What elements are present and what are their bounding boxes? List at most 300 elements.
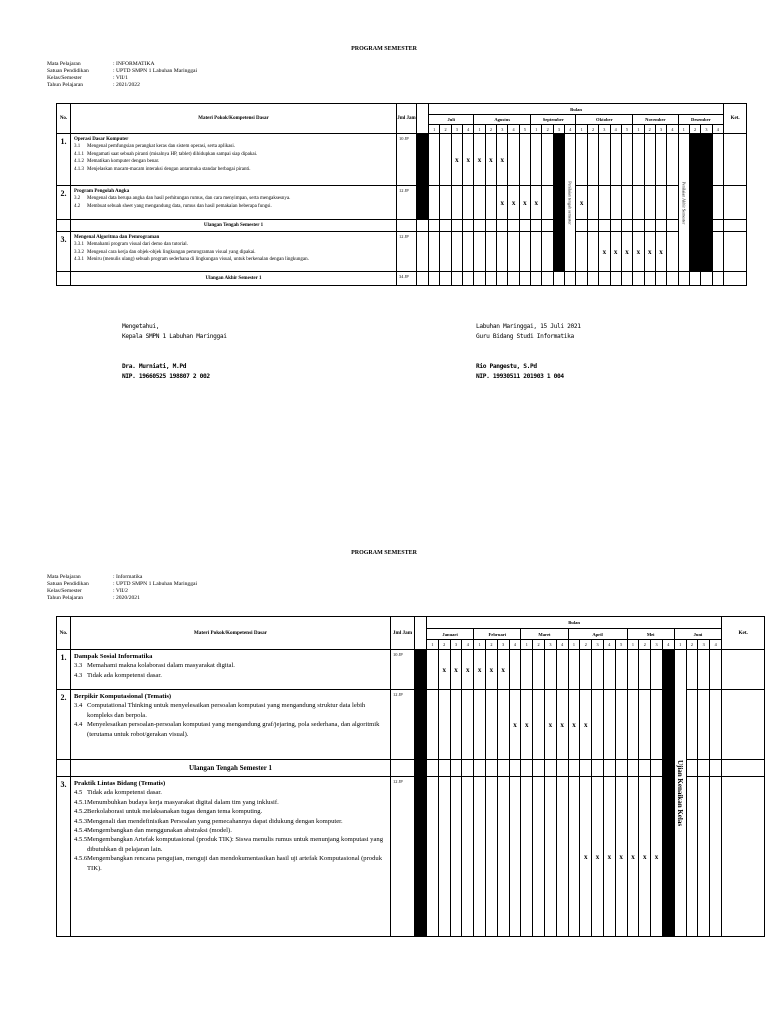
schedule-cell xyxy=(599,134,610,186)
week-number: 4 xyxy=(662,640,674,650)
schedule-cell xyxy=(497,232,508,272)
schedule-cell xyxy=(610,134,621,186)
week-number: 3 xyxy=(553,125,564,134)
schedule-cell: x xyxy=(519,186,530,220)
section-number-text: 1. xyxy=(60,137,67,146)
schedule-cell xyxy=(710,690,722,760)
kd-item xyxy=(74,158,393,165)
week-number: 3 xyxy=(599,125,610,134)
week-number: 2 xyxy=(533,640,545,650)
meta-key: Kelas/Semester xyxy=(47,588,82,594)
week-number: 5 xyxy=(621,125,632,134)
schedule-cell xyxy=(462,777,474,937)
schedule-cell xyxy=(655,186,666,220)
schedule-cell xyxy=(667,232,678,272)
sig-right-line2: Guru Bidang Studi Informatika xyxy=(476,333,574,340)
schedule-cell: x xyxy=(633,232,644,272)
schedule-cell xyxy=(553,134,564,186)
schedule-cell xyxy=(610,272,621,286)
uts-label: Ulangan Tengah Semester 1 xyxy=(71,760,391,777)
week-number: 1 xyxy=(521,640,533,650)
schedule-cell xyxy=(587,232,598,272)
schedule-cell xyxy=(474,186,485,220)
first-col-cell xyxy=(417,272,429,286)
schedule-cell xyxy=(542,186,553,220)
meta-key: Tahun Pelajaran xyxy=(47,595,84,601)
section-materi xyxy=(71,134,397,186)
schedule-cell xyxy=(556,760,568,777)
sig-left-nip: NIP. 19660525 198807 2 002 xyxy=(122,373,210,380)
schedule-cell xyxy=(712,220,724,232)
week-number: 3 xyxy=(655,125,666,134)
schedule-cell: x xyxy=(639,777,651,937)
schedule-cell: x xyxy=(509,690,521,760)
week-number: 3 xyxy=(544,640,556,650)
week-number: 4 xyxy=(565,125,576,134)
uas-jp: 34 JP xyxy=(397,272,417,286)
program-semester-table xyxy=(56,103,747,286)
uas-row xyxy=(57,272,747,286)
kd-item xyxy=(74,151,393,158)
section-number xyxy=(57,186,71,220)
section-number-text: 3. xyxy=(60,780,67,789)
schedule-cell: x xyxy=(644,232,655,272)
schedule-cell xyxy=(462,690,474,760)
kd-code: 4.1.2 xyxy=(74,159,84,165)
kd-text: Memahami makna kolaborasi dalam masyarakat digital. xyxy=(87,662,235,670)
schedule-cell xyxy=(556,650,568,690)
week-number: 2 xyxy=(686,640,698,650)
week-number: 4 xyxy=(556,640,568,650)
kd-text: Menyelesaikan persoalan-persoalan komputasi yang mengandung graf/jejaring, pola sederhana, dan algoritmik (terutama untuk robot/gerakan visual). xyxy=(87,721,380,738)
schedule-cell xyxy=(521,760,533,777)
section-jp: 12 JP xyxy=(397,232,417,272)
ket-cell xyxy=(724,134,747,186)
schedule-cell xyxy=(698,690,710,760)
uts-label: Ulangan Tengah Semester 1 xyxy=(71,220,397,232)
schedule-cell: x xyxy=(450,650,462,690)
col-header-jp: Jml Jam xyxy=(397,104,417,134)
schedule-cell xyxy=(440,232,451,272)
schedule-cell: x xyxy=(497,650,509,690)
section-number xyxy=(57,650,71,690)
month-header: Februari xyxy=(474,629,521,640)
schedule-cell xyxy=(627,760,639,777)
schedule-cell xyxy=(519,272,530,286)
meta-key: Mata Pelajaran xyxy=(47,61,81,67)
week-number: 2 xyxy=(587,125,598,134)
week-number: 4 xyxy=(610,125,621,134)
month-header: September xyxy=(531,115,576,125)
week-number: 1 xyxy=(678,125,689,134)
section-jp: 12 JP xyxy=(397,186,417,220)
doc-title: PROGRAM SEMESTER xyxy=(351,550,417,556)
section-number xyxy=(57,690,71,760)
week-number: 2 xyxy=(580,640,592,650)
week-number: 4 xyxy=(463,125,474,134)
section-materi xyxy=(71,650,391,690)
meta-value: : UPTD SMPN 1 Labuhan Maringgai xyxy=(113,581,198,587)
kd-item xyxy=(74,661,387,670)
kd-code: 4.4 xyxy=(74,721,83,729)
schedule-cell xyxy=(429,134,440,186)
section-jp: 12 JP xyxy=(391,777,415,937)
blank-cell xyxy=(57,220,71,232)
schedule-cell xyxy=(438,777,450,937)
kd-text: Mengembangkan dan menggunakan abstraksi (model). xyxy=(87,827,232,835)
week-number: 5 xyxy=(615,640,627,650)
week-number: 2 xyxy=(689,125,700,134)
schedule-cell xyxy=(701,232,712,272)
schedule-cell xyxy=(701,272,712,286)
kd-code: 4.3 xyxy=(74,671,83,679)
schedule-cell xyxy=(474,272,485,286)
first-col-cell xyxy=(417,134,429,186)
schedule-cell: x xyxy=(474,650,486,690)
schedule-cell xyxy=(678,272,689,286)
signature-right xyxy=(476,322,581,382)
schedule-cell xyxy=(450,690,462,760)
section-materi xyxy=(71,186,397,220)
section-number-text: 2. xyxy=(60,189,67,198)
vertical-note: Penilaian Akhir Semester xyxy=(681,181,687,224)
schedule-cell: x xyxy=(599,232,610,272)
schedule-cell: x xyxy=(615,777,627,937)
col-header-no: No. xyxy=(57,617,71,650)
ket-cell xyxy=(724,232,747,272)
schedule-cell xyxy=(451,220,462,232)
schedule-cell xyxy=(474,232,485,272)
schedule-cell: x xyxy=(462,650,474,690)
schedule-cell xyxy=(621,186,632,220)
schedule-cell xyxy=(533,777,545,937)
week-number: 3 xyxy=(451,125,462,134)
schedule-cell xyxy=(427,650,439,690)
schedule-cell xyxy=(531,232,542,272)
schedule-cell xyxy=(603,690,615,760)
schedule-cell xyxy=(615,690,627,760)
schedule-cell xyxy=(544,760,556,777)
section-jp: 10 JP xyxy=(397,134,417,186)
schedule-cell xyxy=(509,650,521,690)
week-number: 2 xyxy=(542,125,553,134)
sig-right-line1: Labuhan Maringgai, 15 Juli 2021 xyxy=(476,323,581,330)
schedule-cell xyxy=(627,690,639,760)
schedule-cell: x xyxy=(531,186,542,220)
section-number xyxy=(57,134,71,186)
week-number: 4 xyxy=(667,125,678,134)
schedule-cell xyxy=(509,760,521,777)
schedule-cell xyxy=(686,690,698,760)
schedule-cell: x xyxy=(627,777,639,937)
kd-item xyxy=(74,835,387,854)
schedule-cell xyxy=(698,650,710,690)
schedule-cell: x xyxy=(485,650,497,690)
schedule-cell xyxy=(592,650,604,690)
schedule-cell: x xyxy=(603,777,615,937)
schedule-cell: x xyxy=(568,690,580,760)
kd-item xyxy=(74,143,393,150)
sig-right-name: Rio Pangestu, S.Pd xyxy=(476,363,537,370)
signature-left xyxy=(122,322,227,382)
week-number: 1 xyxy=(674,640,686,650)
schedule-cell xyxy=(689,134,700,186)
table-row xyxy=(57,232,747,272)
schedule-cell xyxy=(556,777,568,937)
schedule-cell: x xyxy=(485,134,496,186)
schedule-cell xyxy=(474,220,485,232)
kd-text: Mematikan komputer dengan benar. xyxy=(87,159,160,165)
vertical-note: Ujian Kenaikan Kelas xyxy=(676,759,685,827)
schedule-cell xyxy=(667,134,678,186)
schedule-cell: x xyxy=(580,777,592,937)
col-header-jp: Jml Jam xyxy=(391,617,415,650)
schedule-cell xyxy=(544,650,556,690)
schedule-cell xyxy=(497,777,509,937)
week-number: 4 xyxy=(509,640,521,650)
ket-cell xyxy=(724,186,747,220)
schedule-cell xyxy=(474,777,486,937)
schedule-cell xyxy=(462,760,474,777)
week-number: 3 xyxy=(497,125,508,134)
kd-code: 3.4 xyxy=(74,702,83,710)
month-header: Januari xyxy=(427,629,474,640)
schedule-cell xyxy=(576,232,587,272)
week-number: 1 xyxy=(429,125,440,134)
schedule-cell xyxy=(587,186,598,220)
uts-row xyxy=(57,220,747,232)
schedule-cell xyxy=(463,232,474,272)
ket-cell xyxy=(722,777,765,937)
week-number: 2 xyxy=(438,640,450,650)
kd-text: Mengamati saat sebuah piranti (misalnya HP, tablet) dihidupkan sampai siap dipakai. xyxy=(87,151,258,157)
kd-text: Menjelaskan macam-macam interaksi dengan antarmuka standar berbagai piranti. xyxy=(87,166,251,172)
schedule-cell xyxy=(440,272,451,286)
schedule-cell xyxy=(485,186,496,220)
schedule-cell xyxy=(485,760,497,777)
meta-key: Kelas/Semester xyxy=(47,75,82,81)
schedule-cell xyxy=(553,220,564,232)
blank-cell xyxy=(397,220,417,232)
schedule-cell xyxy=(519,232,530,272)
schedule-cell xyxy=(451,186,462,220)
schedule-cell xyxy=(592,760,604,777)
meta-value: : UPTD SMPN 1 Labuhan Maringgai xyxy=(113,68,198,74)
schedule-cell xyxy=(531,220,542,232)
schedule-cell: x xyxy=(580,690,592,760)
kd-text: Mengenali dan mendefinisikan Persoalan yang pemecahannya dapat didukung dengan komputer. xyxy=(87,817,343,825)
kd-code: 3.2 xyxy=(74,196,81,202)
schedule-cell xyxy=(427,777,439,937)
schedule-cell xyxy=(429,220,440,232)
schedule-cell xyxy=(485,690,497,760)
meta-key: Satuan Pendidikan xyxy=(47,68,89,74)
kd-code: 4.3.1 xyxy=(74,257,84,263)
schedule-cell xyxy=(587,134,598,186)
schedule-cell xyxy=(463,220,474,232)
section-title: Berpikir Komputasional (Tematis) xyxy=(74,693,172,700)
schedule-cell xyxy=(497,690,509,760)
month-header: Mei xyxy=(627,629,674,640)
schedule-cell xyxy=(533,760,545,777)
schedule-cell xyxy=(712,186,724,220)
schedule-cell: x xyxy=(544,690,556,760)
schedule-cell xyxy=(519,134,530,186)
section-materi xyxy=(71,690,391,760)
week-number: 2 xyxy=(485,640,497,650)
section-title: Program Pengolah Angka xyxy=(74,189,130,194)
sig-right-nip: NIP. 19930511 201903 1 004 xyxy=(476,373,564,380)
uas-label: Ulangan Akhir Semester 1 xyxy=(71,272,397,286)
schedule-cell xyxy=(508,232,519,272)
blank-cell xyxy=(57,760,71,777)
schedule-cell xyxy=(440,220,451,232)
ket-cell xyxy=(722,760,765,777)
meta-key: Tahun Pelajaran xyxy=(47,82,84,88)
kd-item xyxy=(74,701,387,720)
meta-value: : VII/2 xyxy=(113,588,128,594)
schedule-cell xyxy=(712,272,724,286)
col-header-ket: Ket. xyxy=(724,104,747,134)
schedule-cell xyxy=(587,272,598,286)
schedule-cell xyxy=(450,760,462,777)
schedule-cell: x xyxy=(655,232,666,272)
schedule-cell xyxy=(429,186,440,220)
blank-cell xyxy=(417,104,429,134)
schedule-cell xyxy=(450,777,462,937)
week-number: 1 xyxy=(633,125,644,134)
doc-meta xyxy=(47,61,197,89)
schedule-cell xyxy=(651,690,663,760)
ket-cell xyxy=(722,690,765,760)
schedule-cell xyxy=(440,134,451,186)
schedule-cell xyxy=(599,186,610,220)
kd-text: Mengenal pemfungsian perangkat keras dan sistem operasi, serta aplikasi. xyxy=(87,144,236,150)
schedule-cell xyxy=(497,220,508,232)
schedule-cell xyxy=(553,186,564,220)
week-number: 2 xyxy=(644,125,655,134)
schedule-cell xyxy=(655,134,666,186)
schedule-cell xyxy=(485,272,496,286)
first-col-cell xyxy=(417,232,429,272)
kd-code: 4.5.6 xyxy=(74,855,88,863)
schedule-cell xyxy=(710,650,722,690)
schedule-cell xyxy=(474,690,486,760)
schedule-cell xyxy=(651,760,663,777)
schedule-cell xyxy=(621,272,632,286)
schedule-cell xyxy=(542,134,553,186)
schedule-cell xyxy=(667,272,678,286)
schedule-cell xyxy=(519,220,530,232)
schedule-cell xyxy=(542,220,553,232)
week-number: 3 xyxy=(701,125,712,134)
kd-text: Mengenal cara kerja dan objek-objek lingkungan pemrograman visual yang dipakai. xyxy=(87,249,256,255)
schedule-cell xyxy=(599,220,610,232)
schedule-cell xyxy=(451,272,462,286)
schedule-cell xyxy=(463,186,474,220)
schedule-cell xyxy=(615,650,627,690)
schedule-cell xyxy=(689,186,700,220)
sig-left-line1: Mengetahui, xyxy=(122,323,160,330)
schedule-cell xyxy=(531,134,542,186)
schedule-cell xyxy=(576,272,587,286)
schedule-cell: x xyxy=(610,232,621,272)
kd-text: Mengenal data berupa angka dan hasil perhitungan rumus, dan cara menyimpan, serta mengaksesnya. xyxy=(87,196,291,202)
section-title: Praktik Lintas Bidang (Tematis) xyxy=(74,780,166,787)
vertical-note: Penilaian tengah semester xyxy=(567,180,573,225)
kd-item xyxy=(74,826,387,835)
schedule-cell xyxy=(644,272,655,286)
kd-text: Memahami program visual dari demo dan tutorial. xyxy=(87,242,188,248)
month-header: April xyxy=(568,629,627,640)
schedule-cell xyxy=(633,186,644,220)
schedule-cell xyxy=(686,650,698,690)
schedule-cell: x xyxy=(521,690,533,760)
week-number: 5 xyxy=(519,125,530,134)
month-header: November xyxy=(633,115,678,125)
kd-code: 3.3.2 xyxy=(74,249,84,255)
schedule-cell xyxy=(580,650,592,690)
schedule-cell xyxy=(542,232,553,272)
kd-item xyxy=(74,256,393,263)
sig-left-line2: Kepala SMPN 1 Labuhan Maringgai xyxy=(122,333,227,340)
blank-cell xyxy=(57,272,71,286)
meta-value: : Informatika xyxy=(113,574,143,580)
section-materi xyxy=(71,777,391,937)
schedule-cell xyxy=(689,272,700,286)
week-number: 4 xyxy=(710,640,722,650)
schedule-cell xyxy=(485,232,496,272)
schedule-cell xyxy=(633,220,644,232)
schedule-cell xyxy=(639,690,651,760)
schedule-cell xyxy=(553,232,564,272)
schedule-cell xyxy=(710,760,722,777)
schedule-cell xyxy=(712,232,724,272)
schedule-cell: x xyxy=(497,134,508,186)
kd-item xyxy=(74,807,387,816)
schedule-cell: x xyxy=(438,650,450,690)
first-col-cell xyxy=(415,760,427,777)
schedule-cell: x xyxy=(621,232,632,272)
kd-code: 4.5 xyxy=(74,789,83,797)
kd-text: Tidak ada kompetensi dasar. xyxy=(87,789,162,797)
schedule-cell xyxy=(565,272,576,286)
ket-cell xyxy=(724,220,747,232)
kd-code: 3.3 xyxy=(74,662,83,670)
schedule-cell xyxy=(633,272,644,286)
kd-code: 4.1.1 xyxy=(74,151,84,157)
schedule-cell: x xyxy=(451,134,462,186)
kd-code: 4.5.1 xyxy=(74,798,88,806)
schedule-cell xyxy=(633,134,644,186)
kd-item xyxy=(74,720,387,739)
schedule-cell xyxy=(568,777,580,937)
schedule-cell xyxy=(701,220,712,232)
schedule-cell xyxy=(521,650,533,690)
first-col-cell xyxy=(415,690,427,760)
week-number: 2 xyxy=(639,640,651,650)
week-number: 3 xyxy=(592,640,604,650)
schedule-cell xyxy=(710,777,722,937)
section-number-text: 3. xyxy=(60,235,67,244)
section-number xyxy=(57,777,71,937)
program-semester-table xyxy=(56,616,765,937)
schedule-cell xyxy=(542,272,553,286)
schedule-cell xyxy=(497,760,509,777)
schedule-cell: x xyxy=(508,186,519,220)
schedule-cell xyxy=(667,220,678,232)
schedule-cell xyxy=(615,760,627,777)
